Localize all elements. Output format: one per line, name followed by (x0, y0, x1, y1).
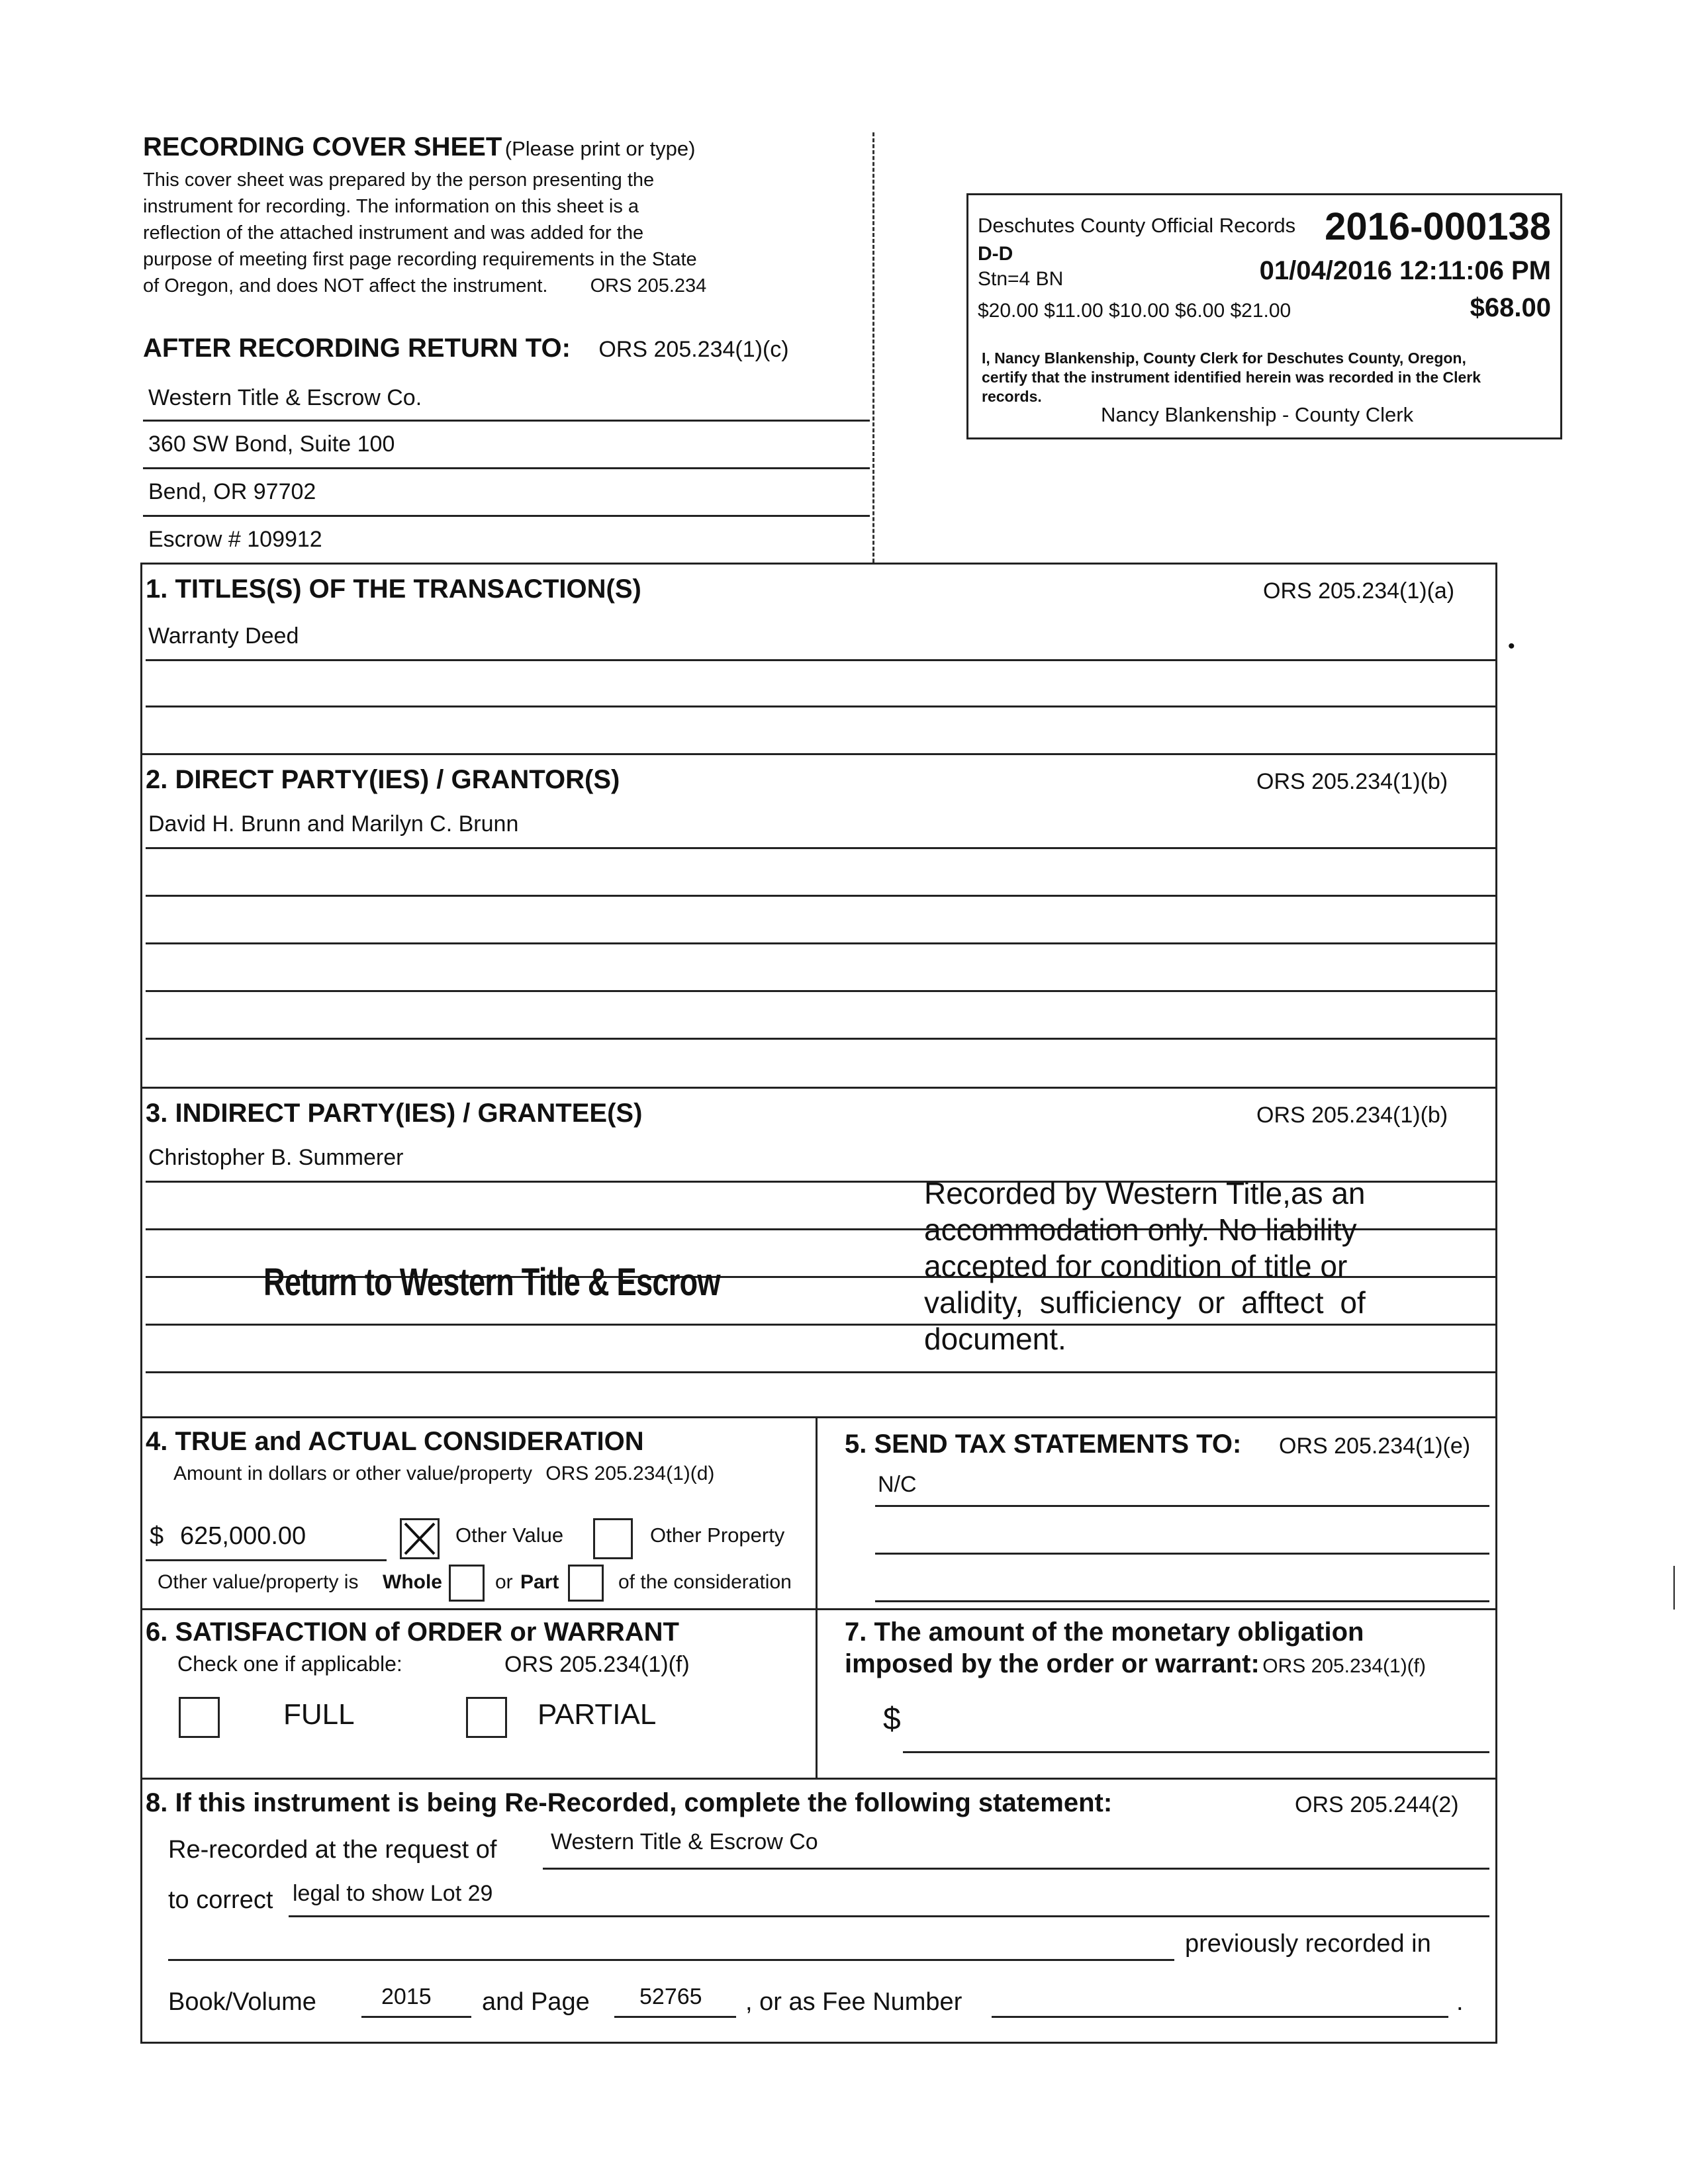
section7-title-line2-text: imposed by the order or warrant: (845, 1649, 1260, 1678)
page-label: and Page (482, 1988, 590, 2016)
book-label: Book/Volume (168, 1988, 316, 2016)
fee-label: , or as Fee Number (745, 1988, 962, 2016)
section6-ors: ORS 205.234(1)(f) (504, 1652, 690, 1677)
section7-ors: ORS 205.234(1)(f) (1262, 1655, 1427, 1677)
transaction-title-field[interactable]: Warranty Deed (148, 623, 299, 649)
rule (143, 420, 870, 422)
stamp-station: Stn=4 BN (978, 268, 1064, 290)
section3-ors: ORS 205.234(1)(b) (1256, 1103, 1448, 1128)
header-divider (872, 132, 874, 563)
section7-title-line2 (845, 1649, 1426, 1679)
rule (875, 1505, 1489, 1507)
other-property-checkbox[interactable] (593, 1518, 633, 1559)
rule (875, 1553, 1489, 1555)
description-line: instrument for recording. The information on this sheet is a (143, 196, 639, 217)
rule (361, 2016, 471, 2018)
section7-title-line1: 7. The amount of the monetary obligation (845, 1617, 1364, 1647)
grantee-field[interactable]: Christopher B. Summerer (148, 1145, 404, 1170)
other-value-label: Other Value (455, 1524, 564, 1547)
other-property-label: Other Property (650, 1524, 785, 1547)
section-divider (140, 1608, 1497, 1610)
return-to-ors: ORS 205.234(1)(c) (598, 337, 789, 362)
tax-statements-field[interactable]: N/C (878, 1472, 917, 1497)
consideration-currency: $ (150, 1522, 164, 1550)
section-divider (140, 1778, 1497, 1780)
certification-line: certify that the instrument identified herein was recorded in the Clerk (982, 369, 1481, 386)
correct-label: to correct (168, 1886, 273, 1914)
whole-label: Whole (383, 1571, 442, 1593)
stamp-certification (982, 349, 1551, 406)
disclaimer-line: document. (924, 1322, 1066, 1356)
end-period: . (1456, 1988, 1464, 2016)
part-checkbox[interactable] (568, 1565, 604, 1602)
rule (543, 1868, 1489, 1870)
request-label: Re-recorded at the request of (168, 1836, 497, 1864)
rule (143, 467, 870, 469)
section6-title: 6. SATISFACTION of ORDER or WARRANT (146, 1617, 679, 1647)
rule (289, 1915, 1489, 1917)
return-to-stamp: Return to Western Title & Escrow (263, 1261, 720, 1304)
section-divider (140, 1416, 1497, 1418)
cover-sheet-title-note: (Please print or type) (504, 137, 696, 160)
stamp-record-number: 2016-000138 (1325, 205, 1551, 248)
return-to-line: Western Title & Escrow Co. (148, 385, 422, 410)
return-to-label: AFTER RECORDING RETURN TO: (143, 334, 571, 363)
cover-sheet-title: RECORDING COVER SHEET (143, 132, 502, 161)
obligation-currency: $ (883, 1702, 901, 1737)
stamp-datetime: 01/04/2016 12:11:06 PM (1259, 256, 1551, 285)
section8-ors: ORS 205.244(2) (1295, 1792, 1459, 1817)
section1-title: 1. TITLES(S) OF THE TRANSACTION(S) (146, 574, 641, 604)
rule (146, 659, 1496, 661)
description-line (143, 273, 805, 299)
description-line: reflection of the attached instrument and was added for the (143, 222, 644, 244)
consideration-suffix: of the consideration (618, 1571, 792, 1593)
rule (146, 705, 1496, 707)
stamp-clerk: Nancy Blankenship - County Clerk (1101, 403, 1414, 426)
section1-ors: ORS 205.234(1)(a) (1263, 578, 1455, 604)
part-label: Part (520, 1571, 559, 1593)
disclaimer-line: accommodation only. No liability (924, 1212, 1357, 1247)
disclaimer-line: validity, sufficiency or afftect of (924, 1285, 1366, 1320)
rule (146, 895, 1496, 897)
partial-label: PARTIAL (538, 1698, 657, 1731)
full-label: FULL (283, 1698, 355, 1731)
certification-line: I, Nancy Blankenship, County Clerk for Deschutes County, Oregon, (982, 349, 1466, 367)
stamp-office: Deschutes County Official Records (978, 214, 1296, 237)
previously-label: previously recorded in (1185, 1930, 1431, 1958)
return-to-line: Escrow # 109912 (148, 527, 322, 552)
section4-ors: ORS 205.234(1)(d) (545, 1463, 715, 1484)
partial-checkbox[interactable] (466, 1697, 507, 1738)
rule (146, 990, 1496, 992)
correct-field[interactable]: legal to show Lot 29 (293, 1881, 493, 1906)
fee-number-field[interactable] (992, 2016, 1448, 2018)
section4-subtitle-text: Amount in dollars or other value/property (173, 1463, 532, 1484)
stamp-total: $68.00 (1470, 293, 1551, 322)
rule (614, 2016, 736, 2018)
or-label: or (495, 1571, 513, 1593)
cover-sheet-description (143, 167, 805, 299)
rule (146, 1371, 1496, 1373)
return-to-line: Bend, OR 97702 (148, 479, 316, 504)
accommodation-disclaimer (924, 1175, 1366, 1357)
stamp-doc-type: D-D (978, 243, 1013, 265)
return-to-line: 360 SW Bond, Suite 100 (148, 432, 395, 457)
stamp-fees: $20.00 $11.00 $10.00 $6.00 $21.00 (978, 300, 1291, 322)
description-line: This cover sheet was prepared by the person presenting the (143, 169, 655, 191)
rule (143, 515, 870, 517)
grantor-field[interactable]: David H. Brunn and Marilyn C. Brunn (148, 811, 519, 837)
section3-title: 3. INDIRECT PARTY(IES) / GRANTEE(S) (146, 1099, 643, 1128)
section2-ors: ORS 205.234(1)(b) (1256, 769, 1448, 794)
section5-title: 5. SEND TAX STATEMENTS TO: (845, 1430, 1242, 1459)
section6-subtitle: Check one if applicable: (177, 1652, 402, 1676)
section2-title: 2. DIRECT PARTY(IES) / GRANTOR(S) (146, 765, 620, 794)
section8-title: 8. If this instrument is being Re-Recorded, complete the following statement: (146, 1788, 1113, 1817)
checkmark-x-icon (402, 1520, 438, 1557)
section5-ors: ORS 205.234(1)(e) (1279, 1433, 1471, 1459)
description-line-text: of Oregon, and does NOT affect the instrument. (143, 275, 548, 296)
section4-subtitle (173, 1463, 714, 1485)
scan-mark (1673, 1566, 1675, 1610)
description-ors: ORS 205.234 (590, 275, 707, 296)
full-checkbox[interactable] (179, 1697, 220, 1738)
rule (146, 1038, 1496, 1040)
recording-stamp (966, 193, 1562, 439)
book-field[interactable]: 2015 (381, 1984, 432, 2009)
rule (168, 1959, 1174, 1961)
rule (146, 847, 1496, 849)
section4-title: 4. TRUE and ACTUAL CONSIDERATION (146, 1427, 644, 1456)
disclaimer-line: Recorded by Western Title,as an (924, 1176, 1366, 1210)
certification-line: records. (982, 388, 1042, 405)
obligation-amount-field[interactable] (903, 1751, 1489, 1753)
other-value-checkbox[interactable] (400, 1518, 440, 1559)
section-divider (140, 1087, 1497, 1089)
return-to-block (143, 334, 789, 363)
consideration-amount-field[interactable]: 625,000.00 (180, 1522, 306, 1550)
stray-mark: • (1508, 635, 1515, 657)
request-field[interactable]: Western Title & Escrow Co (551, 1829, 818, 1854)
column-divider (816, 1416, 818, 1778)
section-divider (140, 753, 1497, 755)
whole-checkbox[interactable] (449, 1565, 485, 1602)
rule (146, 1559, 387, 1561)
rule (146, 942, 1496, 944)
disclaimer-line: accepted for condition of title or (924, 1249, 1348, 1283)
rule (875, 1600, 1489, 1602)
cover-sheet-header (143, 132, 695, 162)
page-field[interactable]: 52765 (639, 1984, 702, 2009)
description-line: purpose of meeting first page recording requirements in the State (143, 249, 697, 270)
whole-prefix: Other value/property is (158, 1571, 359, 1593)
